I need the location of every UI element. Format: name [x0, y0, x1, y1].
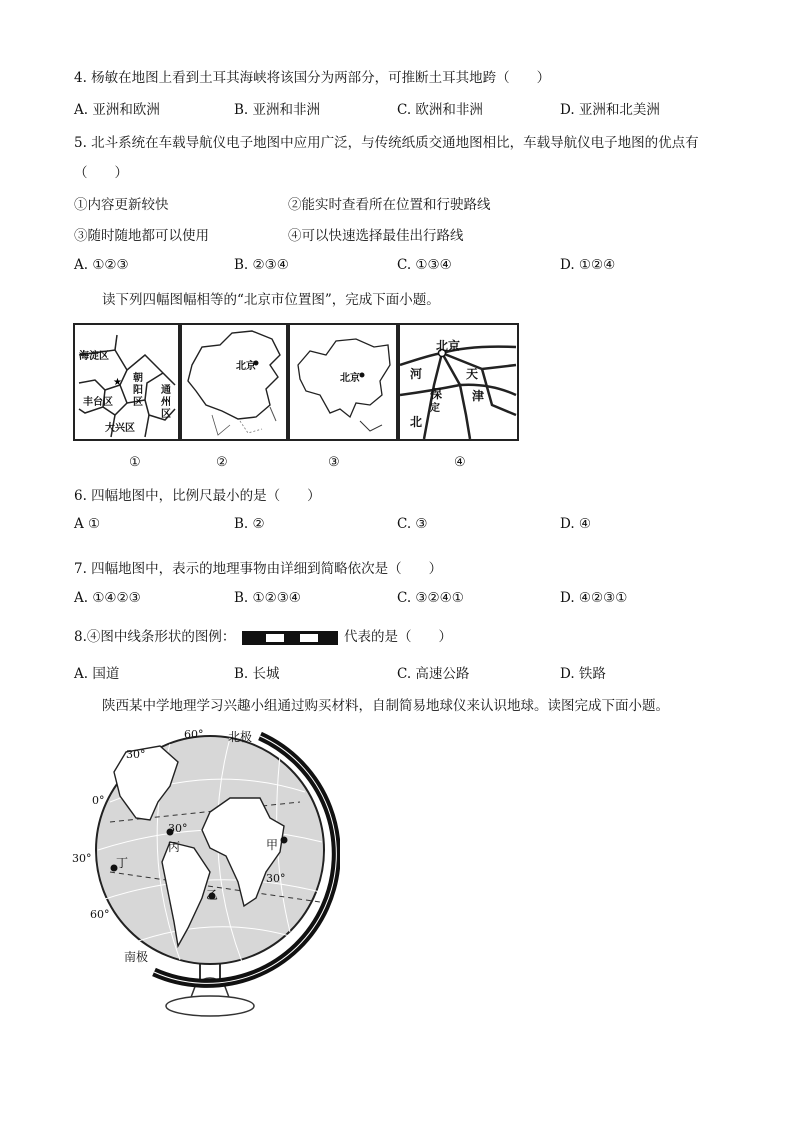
map-4-caption: ④: [454, 455, 466, 470]
map3-label-beijing: 北京: [340, 373, 360, 384]
map1-label-fengtai: 丰台区: [83, 397, 113, 408]
map-4: [398, 323, 519, 441]
globe-lat-60-south: 60°: [90, 908, 110, 921]
q7-stem: 7. 四幅地图中，表示的地理事物由详细到简略依次是（ ）: [74, 561, 443, 577]
q5-option-b: B. ②③④: [234, 257, 289, 273]
map-2: [180, 323, 288, 441]
map1-label-haidian: 海淀区: [79, 351, 109, 362]
q4-stem: 4. 杨敏在地图上看到土耳其海峡将该国分为两部分，可推断土耳其地跨（ ）: [74, 70, 551, 86]
q8-stem: [74, 625, 452, 646]
globe-lat-30-south: 30°: [72, 852, 92, 865]
q5-option-a: A. ①②③: [74, 257, 129, 273]
map-2-caption: ②: [216, 455, 228, 470]
globe-point-ding: 丁: [116, 856, 129, 870]
map-1: [73, 323, 180, 441]
map1-label-daxing: 大兴区: [105, 423, 135, 434]
q4-option-c: C. 欧洲和非洲: [397, 102, 483, 118]
globe-point-jia: 甲: [266, 838, 279, 852]
q5-item-4: ④可以快速选择最佳出行路线: [288, 228, 464, 244]
map1-label-chaoyang: 朝阳区: [133, 373, 143, 408]
q7-option-d: D. ④②③①: [560, 590, 628, 606]
map-3: [288, 323, 398, 441]
china-map-graphic: [182, 325, 286, 439]
q8-option-b: B. 长城: [234, 666, 280, 682]
q5-item-2: ②能实时查看所在位置和行驶路线: [288, 197, 491, 213]
globe-graphic: [70, 722, 340, 1032]
globe-point-bing: 丙: [168, 840, 181, 854]
q5-stem: 5. 北斗系统在车载导航仪电子地图中应用广泛，与传统纸质交通地图相比，车载导航仪电子地图的优点有: [74, 135, 699, 151]
q7-option-a: A. ①④②③: [74, 590, 141, 606]
map4-label-jin: 津: [472, 389, 485, 403]
q7-option-b: B. ①②③④: [234, 590, 301, 606]
map4-label-bei: 北: [410, 415, 423, 429]
q5-paren: （ ）: [74, 165, 128, 181]
q4-option-d: D. 亚洲和北美洲: [560, 102, 660, 118]
map4-label-ding: 定: [430, 403, 440, 414]
map-3-caption: ③: [328, 455, 340, 470]
map2-label-beijing: 北京: [236, 361, 256, 372]
map4-label-tian: 天: [466, 367, 479, 381]
q6-option-c: C. ③: [397, 516, 428, 532]
globe-inner-lat-30: 30°: [266, 872, 286, 885]
svg-text:★: ★: [113, 377, 122, 388]
globe-lat-30-north: 30°: [126, 748, 146, 761]
q5-item-1: ①内容更新较快: [74, 197, 169, 213]
q7-option-c: C. ③②④①: [397, 590, 464, 606]
q8-option-d: D. 铁路: [560, 666, 606, 682]
globe-lat-60-north: 60°: [184, 728, 204, 741]
globe-inner-lon-30: 30°: [168, 822, 188, 835]
map4-label-beijing: 北京: [436, 339, 461, 353]
globe-label-south-pole: 南极: [124, 950, 149, 964]
q5-item-3: ③随时随地都可以使用: [74, 228, 209, 244]
q8-stem-suffix: 代表的是（ ）: [343, 629, 452, 645]
globe-lat-0: 0°: [92, 794, 105, 807]
intro-maps: 读下列四幅图幅相等的“北京市位置图”，完成下面小题。: [102, 292, 440, 308]
q5-option-d: D. ①②④: [560, 257, 616, 273]
map4-label-bao: 保: [430, 387, 443, 401]
globe-point-yi: 乙: [206, 888, 219, 902]
q6-option-d: D. ④: [560, 516, 592, 532]
legend-symbol-icon: [242, 630, 338, 646]
q8-stem-prefix: 8.④图中线条形状的图例：: [74, 629, 236, 645]
map1-label-tongzhou: 通州区: [161, 385, 171, 420]
intro-globe: 陕西某中学地理学习兴趣小组通过购买材料，自制简易地球仪来认识地球。读图完成下面小题。: [102, 698, 669, 714]
q8-option-c: C. 高速公路: [397, 666, 470, 682]
q6-option-a: A ①: [74, 516, 101, 532]
q5-option-c: C. ①③④: [397, 257, 452, 273]
q4-option-b: B. 亚洲和非洲: [234, 102, 321, 118]
globe-label-north-pole: 北极: [228, 730, 253, 744]
map4-label-he: 河: [410, 367, 423, 381]
q6-stem: 6. 四幅地图中，比例尺最小的是（ ）: [74, 488, 321, 504]
q4-option-a: A. 亚洲和欧洲: [74, 102, 160, 118]
q6-option-b: B. ②: [234, 516, 265, 532]
globe-figure: [70, 722, 340, 1032]
q8-option-a: A. 国道: [74, 666, 120, 682]
map-1-caption: ①: [129, 455, 141, 470]
